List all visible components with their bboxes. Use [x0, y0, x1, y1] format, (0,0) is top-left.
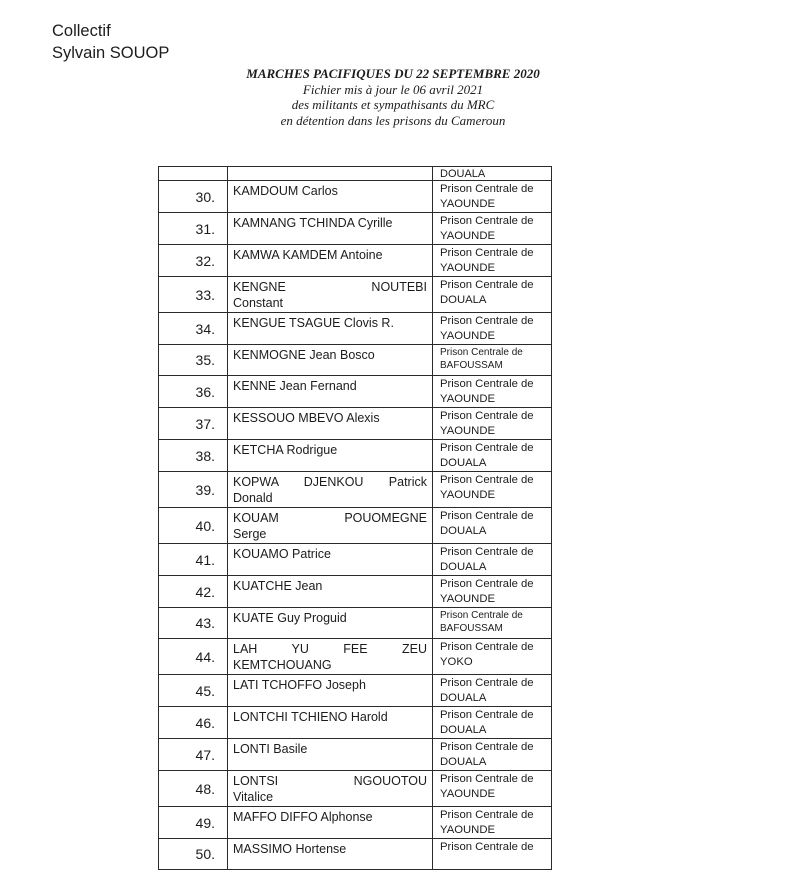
number-cell: 39.: [159, 472, 228, 508]
name-line-1: KUATE Guy Proguid: [233, 611, 347, 625]
name-cell: [228, 181, 433, 213]
name-line-2: KEMTCHOUANG: [233, 658, 332, 672]
name-line-2: Constant: [233, 296, 284, 310]
number-cell: 33.: [159, 277, 228, 313]
prison-label: Prison Centrale de: [440, 610, 523, 621]
table-row: [159, 639, 552, 675]
prison-label: Prison Centrale de: [440, 510, 534, 522]
number-cell: 35.: [159, 345, 228, 376]
table-row: [159, 213, 552, 245]
name-cell: [228, 639, 433, 675]
prison-city: YAOUNDE: [440, 489, 496, 501]
name-cell: [228, 313, 433, 345]
number-cell: 50.: [159, 839, 228, 870]
number-cell: 42.: [159, 576, 228, 608]
name-cell: [228, 771, 433, 807]
prison-label: Prison Centrale de: [440, 809, 534, 821]
prison-label: Prison Centrale de: [440, 247, 534, 259]
table-row: [159, 376, 552, 408]
prison-city: BAFOUSSAM: [440, 623, 503, 634]
number-cell: 43.: [159, 608, 228, 639]
header-subject-line: des militants et sympathisants du MRC: [291, 97, 495, 112]
prison-city: YAOUNDE: [440, 393, 496, 405]
name-cell: [228, 675, 433, 707]
prison-cell: [433, 408, 552, 440]
name-line-1: KUATCHE Jean: [233, 579, 323, 593]
name-cell: [228, 839, 433, 870]
name-cell: [228, 440, 433, 472]
table-row: [159, 675, 552, 707]
name-cell: [228, 213, 433, 245]
prison-label: Prison Centrale de: [440, 410, 534, 422]
number-cell: 37.: [159, 408, 228, 440]
table-row-continuation: [159, 167, 552, 181]
name-cell: [228, 345, 433, 376]
number-cell: 44.: [159, 639, 228, 675]
name-cell: [228, 167, 433, 181]
name-line-1: MASSIMO Hortense: [233, 842, 347, 856]
number-cell: 41.: [159, 544, 228, 576]
prison-city: DOUALA: [440, 457, 487, 469]
number-cell: 40.: [159, 508, 228, 544]
name-line-1: KETCHA Rodrigue: [233, 443, 338, 457]
prison-label: Prison Centrale de: [440, 215, 534, 227]
number-cell: 31.: [159, 213, 228, 245]
prison-label: Prison Centrale de: [440, 279, 534, 291]
prison-label: Prison Centrale de: [440, 378, 534, 390]
name-line-1: KENNE Jean Fernand: [233, 379, 357, 393]
name-line-1: KOPWA DJENKOU Patrick: [233, 475, 427, 489]
name-line-1: LONTCHI TCHIENO Harold: [233, 710, 388, 724]
prison-city: YOKO: [440, 656, 473, 668]
name-line-1: KENGNE NOUTEBI: [233, 280, 427, 294]
prison-label: Prison Centrale de: [440, 315, 534, 327]
prison-city: YAOUNDE: [440, 593, 496, 605]
prison-city: YAOUNDE: [440, 425, 496, 437]
detainee-table: [158, 166, 552, 870]
name-cell: [228, 807, 433, 839]
table-row: [159, 739, 552, 771]
name-cell: [228, 408, 433, 440]
name-line-2: Donald: [233, 491, 273, 505]
prison-city: DOUALA: [440, 525, 487, 537]
prison-cell: [433, 345, 552, 376]
prison-label: Prison Centrale de: [440, 741, 534, 753]
document-title: MARCHES PACIFIQUES DU 22 SEPTEMBRE 2020: [246, 66, 540, 81]
name-line-1: KENMOGNE Jean Bosco: [233, 348, 375, 362]
prison-city: YAOUNDE: [440, 788, 496, 800]
prison-cell: [433, 508, 552, 544]
prison-label: Prison Centrale de: [440, 578, 534, 590]
table-row: [159, 576, 552, 608]
name-cell: [228, 544, 433, 576]
name-line-1: KOUAMO Patrice: [233, 547, 331, 561]
name-cell: [228, 508, 433, 544]
table-row: [159, 277, 552, 313]
name-cell: [228, 376, 433, 408]
table-row: [159, 771, 552, 807]
name-line-2: Serge: [233, 527, 267, 541]
name-line-1: KOUAM POUOMEGNE: [233, 511, 427, 525]
name-line-1: KAMDOUM Carlos: [233, 184, 338, 198]
name-line-1: KAMWA KAMDEM Antoine: [233, 248, 383, 262]
prison-city: DOUALA: [440, 168, 486, 180]
name-cell: [228, 277, 433, 313]
author-block: [52, 20, 169, 64]
number-cell: 46.: [159, 707, 228, 739]
prison-cell: [433, 167, 552, 181]
table-row: [159, 839, 552, 870]
name-cell: [228, 608, 433, 639]
prison-cell: [433, 707, 552, 739]
prison-label: Prison Centrale de: [440, 183, 534, 195]
name-line-1: KENGUE TSAGUE Clovis R.: [233, 316, 394, 330]
prison-cell: [433, 639, 552, 675]
number-cell: 38.: [159, 440, 228, 472]
author-line-1: Collectif: [52, 22, 111, 40]
name-line-1: MAFFO DIFFO Alphonse: [233, 810, 373, 824]
name-line-1: LONTSI NGOUOTOU: [233, 774, 427, 788]
header-update-line: Fichier mis à jour le 06 avril 2021: [302, 81, 484, 97]
prison-label: Prison Centrale de: [440, 773, 534, 785]
name-line-1: LAH YU FEE ZEU: [233, 642, 427, 656]
prison-city: YAOUNDE: [440, 330, 496, 342]
prison-city: DOUALA: [440, 294, 487, 306]
table-row: [159, 440, 552, 472]
prison-cell: [433, 807, 552, 839]
table-row: [159, 707, 552, 739]
prison-city: DOUALA: [440, 561, 487, 573]
prison-label: Prison Centrale de: [440, 641, 534, 653]
number-cell: 45.: [159, 675, 228, 707]
name-cell: [228, 472, 433, 508]
table-row: [159, 181, 552, 213]
prison-cell: [433, 839, 552, 870]
name-cell: [228, 739, 433, 771]
table-row: [159, 608, 552, 639]
prison-cell: [433, 313, 552, 345]
prison-label: Prison Centrale de: [440, 474, 534, 486]
prison-cell: [433, 576, 552, 608]
number-cell: 49.: [159, 807, 228, 839]
header-location-line: en détention dans les prisons du Cameroun: [280, 112, 506, 128]
prison-label: Prison Centrale de: [440, 347, 523, 358]
name-line-1: LONTI Basile: [233, 742, 308, 756]
prison-cell: [433, 181, 552, 213]
prison-cell: [433, 440, 552, 472]
prison-label: Prison Centrale de: [440, 677, 534, 689]
prison-cell: [433, 213, 552, 245]
table-row: [159, 313, 552, 345]
prison-city: YAOUNDE: [440, 198, 496, 210]
table-row: [159, 345, 552, 376]
prison-city: BAFOUSSAM: [440, 360, 503, 371]
document-header: [150, 66, 636, 128]
prison-label: Prison Centrale de: [440, 546, 534, 558]
table-row: [159, 408, 552, 440]
table-row: [159, 807, 552, 839]
prison-cell: [433, 277, 552, 313]
prison-cell: [433, 771, 552, 807]
name-cell: [228, 576, 433, 608]
number-cell: [159, 167, 228, 181]
prison-label: Prison Centrale de: [440, 709, 534, 721]
prison-city: YAOUNDE: [440, 824, 496, 836]
prison-cell: [433, 739, 552, 771]
number-cell: 36.: [159, 376, 228, 408]
prison-cell: [433, 376, 552, 408]
author-line-2: Sylvain SOUOP: [52, 44, 170, 62]
name-line-1: KAMNANG TCHINDA Cyrille: [233, 216, 393, 230]
table-row: [159, 508, 552, 544]
table-row: [159, 472, 552, 508]
prison-cell: [433, 245, 552, 277]
table-row: [159, 544, 552, 576]
prison-city: DOUALA: [440, 692, 487, 704]
number-cell: 48.: [159, 771, 228, 807]
name-line-1: LATI TCHOFFO Joseph: [233, 678, 366, 692]
prison-cell: [433, 675, 552, 707]
prison-cell: [433, 544, 552, 576]
name-line-1: KESSOUO MBEVO Alexis: [233, 411, 380, 425]
table-row: [159, 245, 552, 277]
prison-label: Prison Centrale de: [440, 442, 534, 454]
name-cell: [228, 707, 433, 739]
prison-city: DOUALA: [440, 756, 487, 768]
number-cell: 32.: [159, 245, 228, 277]
prison-city: DOUALA: [440, 724, 487, 736]
prison-city: YAOUNDE: [440, 230, 496, 242]
number-cell: 30.: [159, 181, 228, 213]
prison-cell: [433, 608, 552, 639]
name-cell: [228, 245, 433, 277]
number-cell: 47.: [159, 739, 228, 771]
prison-cell: [433, 472, 552, 508]
prison-city: YAOUNDE: [440, 262, 496, 274]
name-line-2: Vitalice: [233, 790, 274, 804]
number-cell: 34.: [159, 313, 228, 345]
prison-label: Prison Centrale de: [440, 841, 534, 853]
